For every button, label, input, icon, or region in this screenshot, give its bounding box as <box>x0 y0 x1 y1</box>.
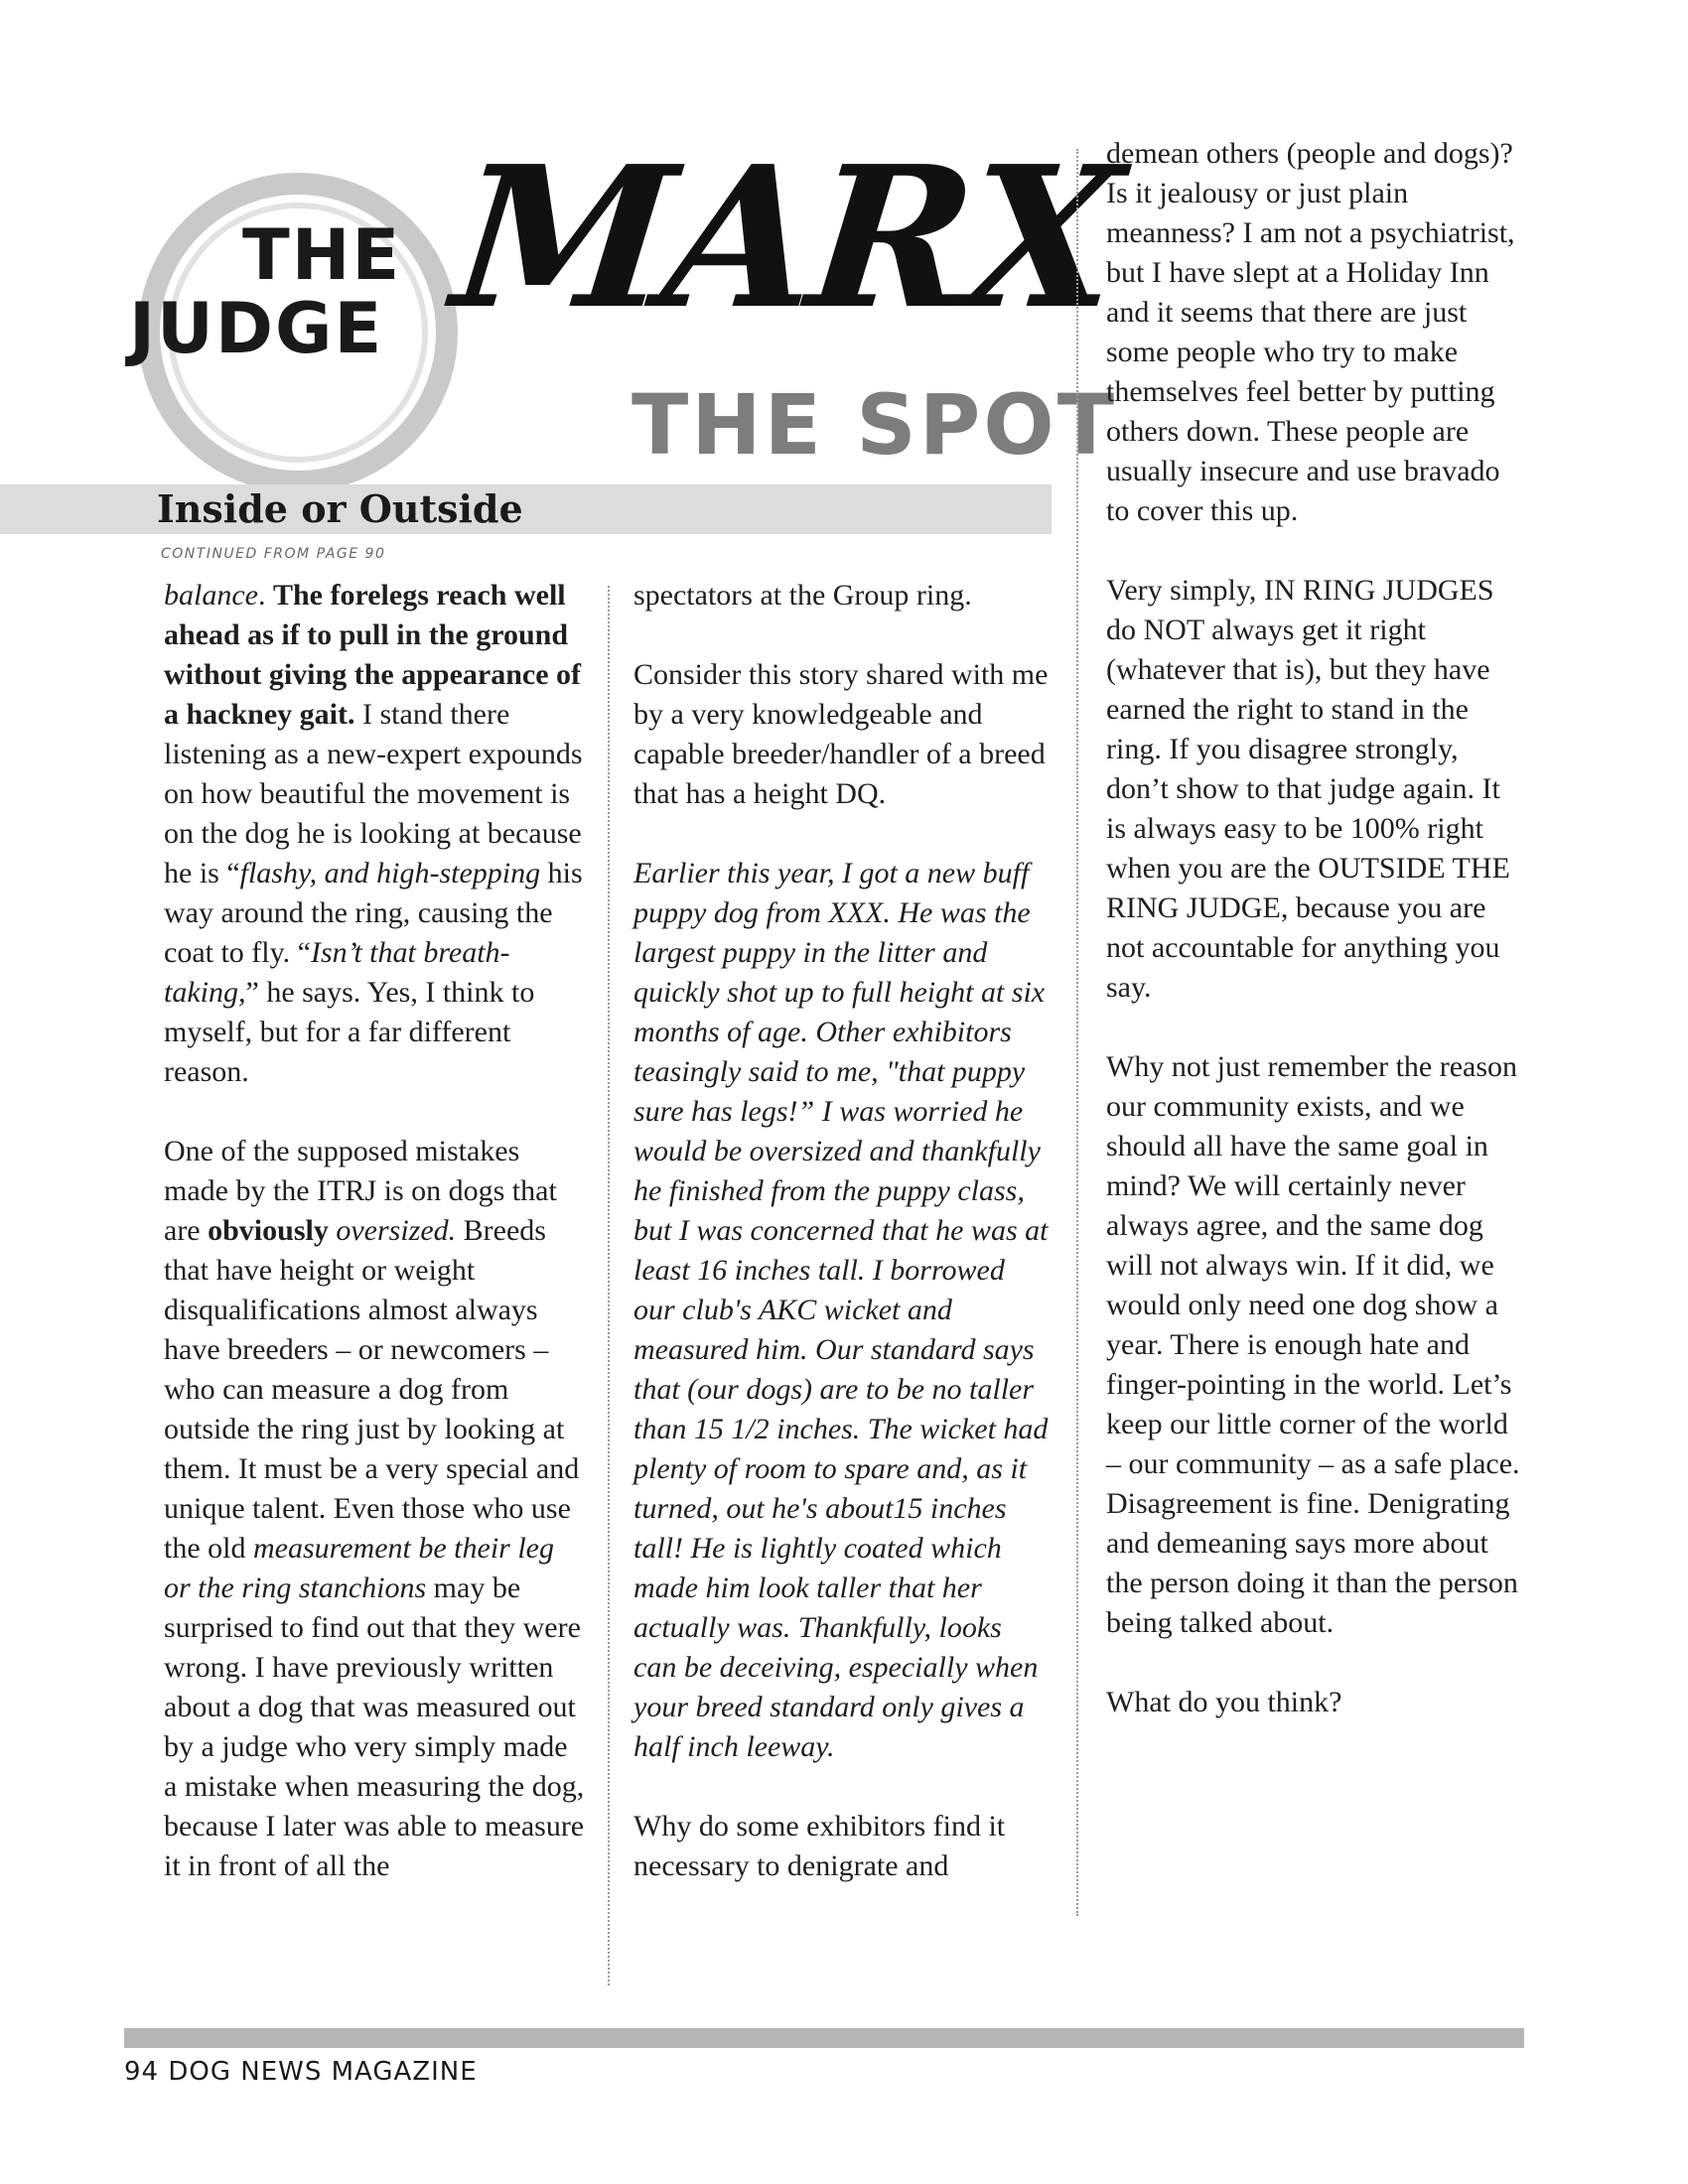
page-footer: 94 DOG NEWS MAGAZINE <box>124 2057 478 2087</box>
column-divider-2 <box>1076 149 1078 1916</box>
paragraph: spectators at the Group ring. <box>633 579 972 612</box>
paragraph: What do you think? <box>1106 1686 1342 1718</box>
section-title: Inside or Outside <box>157 486 523 531</box>
paragraph: Why do some exhibitors find it necessary to denigrate and <box>633 1810 1006 1882</box>
article-column-1 <box>164 576 586 1886</box>
quoted-story-paragraph: Earlier this year, I got a new buff puppy dog from XXX. He was the largest puppy in the litter and quickly shot up to full height at six months of age. Other exhibitors teasingly said to me, "that puppy sure has legs!” I was worried he would be oversized and thankfully he finished from the puppy class, but I was concerned that he was at least 16 inches tall. I borrowed our club's AKC wicket and measured him. Our standard says that (our dogs) are to be no taller than 15 1/2 inches. The wicket had plenty of room to spare and, as it turned, out he's about15 inches tall! He is lightly coated which made him look taller that her actually was. Thankfully, looks can be deceiving, especially when your breed standard only gives a half inch leeway. <box>633 857 1049 1763</box>
article-column-2 <box>633 576 1051 1886</box>
column-divider-1 <box>608 586 610 1985</box>
paragraph: balance. The forelegs reach well ahead as if to pull in the ground without giving the appearance of a hackney gait. I stand there listening as a new-expert expounds on how beautiful the movement is on the dog he is looking at because he is “flashy, and high-stepping his way around the ring, causing the coat to fly. “Isn’t that breath-taking,” he says. Yes, I think to myself, but for a far different reason. <box>164 579 583 1088</box>
masthead-the-spot: THE SPOT <box>632 376 1117 474</box>
paragraph: Consider this story shared with me by a very knowledgeable and capable breeder/handler of a breed that has a height DQ. <box>633 658 1049 810</box>
paragraph: Very simply, IN RING JUDGES do NOT always get it right (whatever that is), but they have earned the right to stand in the ring. If you disagree strongly, don’t show to that judge again. It is always easy to be 100% right when you are the OUTSIDE THE RING JUDGE, because you are not accountable for anything you say. <box>1106 574 1510 1004</box>
footer-bar <box>124 2028 1524 2048</box>
masthead-marx-logo: MARX <box>444 124 1125 352</box>
paragraph: demean others (people and dogs)? Is it jealousy or just plain meanness? I am not a psychiatrist, but I have slept at a Holiday Inn and it seems that there are just some people who try to make themselves feel better by putting others down. These people are usually insecure and use bravado to cover this up. <box>1106 137 1515 527</box>
paragraph: One of the supposed mistakes made by the ITRJ is on dogs that are obviously oversized. Breeds that have height or weight disqualifications almost always have breeders – or newcomers – who can measure a dog from outside the ring just by looking at them. It must be a very special and unique talent. Even those who use the old measurement be their leg or the ring stanchions may be surprised to find out that they were wrong. I have previously written about a dog that was measured out by a judge who very simply made a mistake when measuring the dog, because I later was able to measure it in front of all the <box>164 1135 585 1882</box>
masthead-the: THE <box>242 214 402 296</box>
article-column-3 <box>1106 134 1523 1722</box>
masthead-judge: JUDGE <box>129 288 384 369</box>
continued-note: CONTINUED FROM PAGE 90 <box>161 546 386 562</box>
paragraph: Why not just remember the reason our community exists, and we should all have the same goal in mind? We will certainly never always agree, and the same dog will not always win. If it did, we would only need one dog show a year. There is enough hate and finger-pointing in the world. Let’s keep our little corner of the world – our community – as a safe place. Disagreement is fine. Denigrating and demeaning says more about the person doing it than the person being talked about. <box>1106 1050 1520 1639</box>
